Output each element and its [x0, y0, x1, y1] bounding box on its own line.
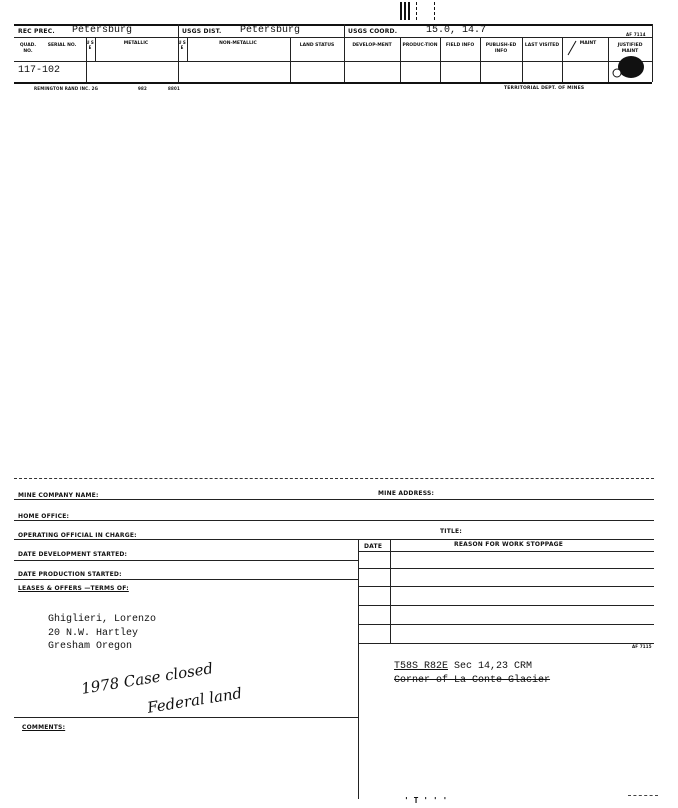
col-development: DEVELOP-MENT: [352, 43, 392, 48]
usgs-coord-label: USGS COORD.: [348, 28, 398, 35]
township-range-location: T58S R82E Sec 14,23 CRM: [394, 661, 533, 672]
top-binder-marks: [400, 2, 440, 22]
form-number-top: AF 7114: [626, 32, 646, 37]
lessee-street: 20 N.W. Hartley: [48, 628, 139, 639]
punch-hole-mark: [610, 54, 650, 84]
comments-label: COMMENTS:: [22, 724, 66, 731]
printer-code-2: 8801: [168, 86, 180, 91]
usgs-dist-value: Petersburg: [240, 25, 301, 36]
col-justified: JUSTIFIED MAINT: [617, 43, 643, 54]
usgs-dist-label: USGS DIST.: [182, 28, 222, 35]
lessee-city: Gresham Oregon: [48, 641, 133, 652]
col-land-status: LAND STATUS: [299, 43, 335, 48]
col-use-2: U S E: [178, 40, 186, 50]
leases-offers-label: LEASES & OFFERS —TERMS OF:: [18, 585, 129, 592]
territorial-dept-caption: TERRITORIAL DEPT. OF MINES: [504, 86, 585, 91]
quad-serial-value: 117-102: [18, 65, 61, 76]
handwritten-federal-land: Federal land: [146, 684, 244, 717]
lessee-name: Ghiglieri, Lorenzo: [48, 614, 157, 625]
operating-official-label: OPERATING OFFICIAL IN CHARGE:: [18, 532, 137, 539]
date-development-started-label: DATE DEVELOPMENT STARTED:: [18, 551, 128, 558]
date-column-header: DATE: [364, 543, 383, 550]
col-field-info: FIELD INFO: [445, 43, 475, 48]
reason-column-header: REASON FOR WORK STOPPAGE: [454, 541, 564, 548]
printer-code-1: 982: [138, 86, 147, 91]
printer-imprint: REMINGTON RAND INC. 2G: [34, 86, 99, 91]
maint-tick-mark: [566, 40, 578, 56]
home-office-label: HOME OFFICE:: [18, 513, 70, 520]
col-last-visited: LAST VISITED: [524, 43, 560, 48]
rec-prec-value: Petersburg: [72, 25, 133, 36]
col-nonmetallic: NON-METALLIC: [219, 41, 257, 46]
col-quad: QUAD. NO.: [19, 43, 37, 54]
title-label: TITLE:: [440, 528, 462, 535]
date-production-started-label: DATE PRODUCTION STARTED:: [18, 571, 122, 578]
usgs-coord-value: 15.0, 14.7: [426, 25, 487, 36]
col-metallic: METALLIC: [123, 41, 149, 46]
col-maint: MAINT: [579, 41, 597, 46]
col-use-1: U S E: [86, 40, 94, 50]
mine-address-label: MINE ADDRESS:: [378, 490, 435, 497]
mine-company-label: MINE COMPANY NAME:: [18, 492, 99, 499]
col-production: PRODUC-TION: [402, 43, 438, 48]
col-published-info: PUBLISH-ED INFO: [485, 43, 517, 54]
rec-prec-label: REC PREC.: [18, 28, 55, 35]
struck-location-note: Corner of La Conte Glacier: [394, 675, 551, 686]
bottom-right-dashes: [628, 795, 658, 796]
bottom-edge-marks: ' T ' ' ': [404, 796, 448, 805]
form-number-bottom: AF 7115: [632, 644, 652, 649]
handwritten-case-closed: 1978 Case closed: [80, 659, 215, 698]
col-serial: SERIAL NO.: [47, 43, 77, 48]
